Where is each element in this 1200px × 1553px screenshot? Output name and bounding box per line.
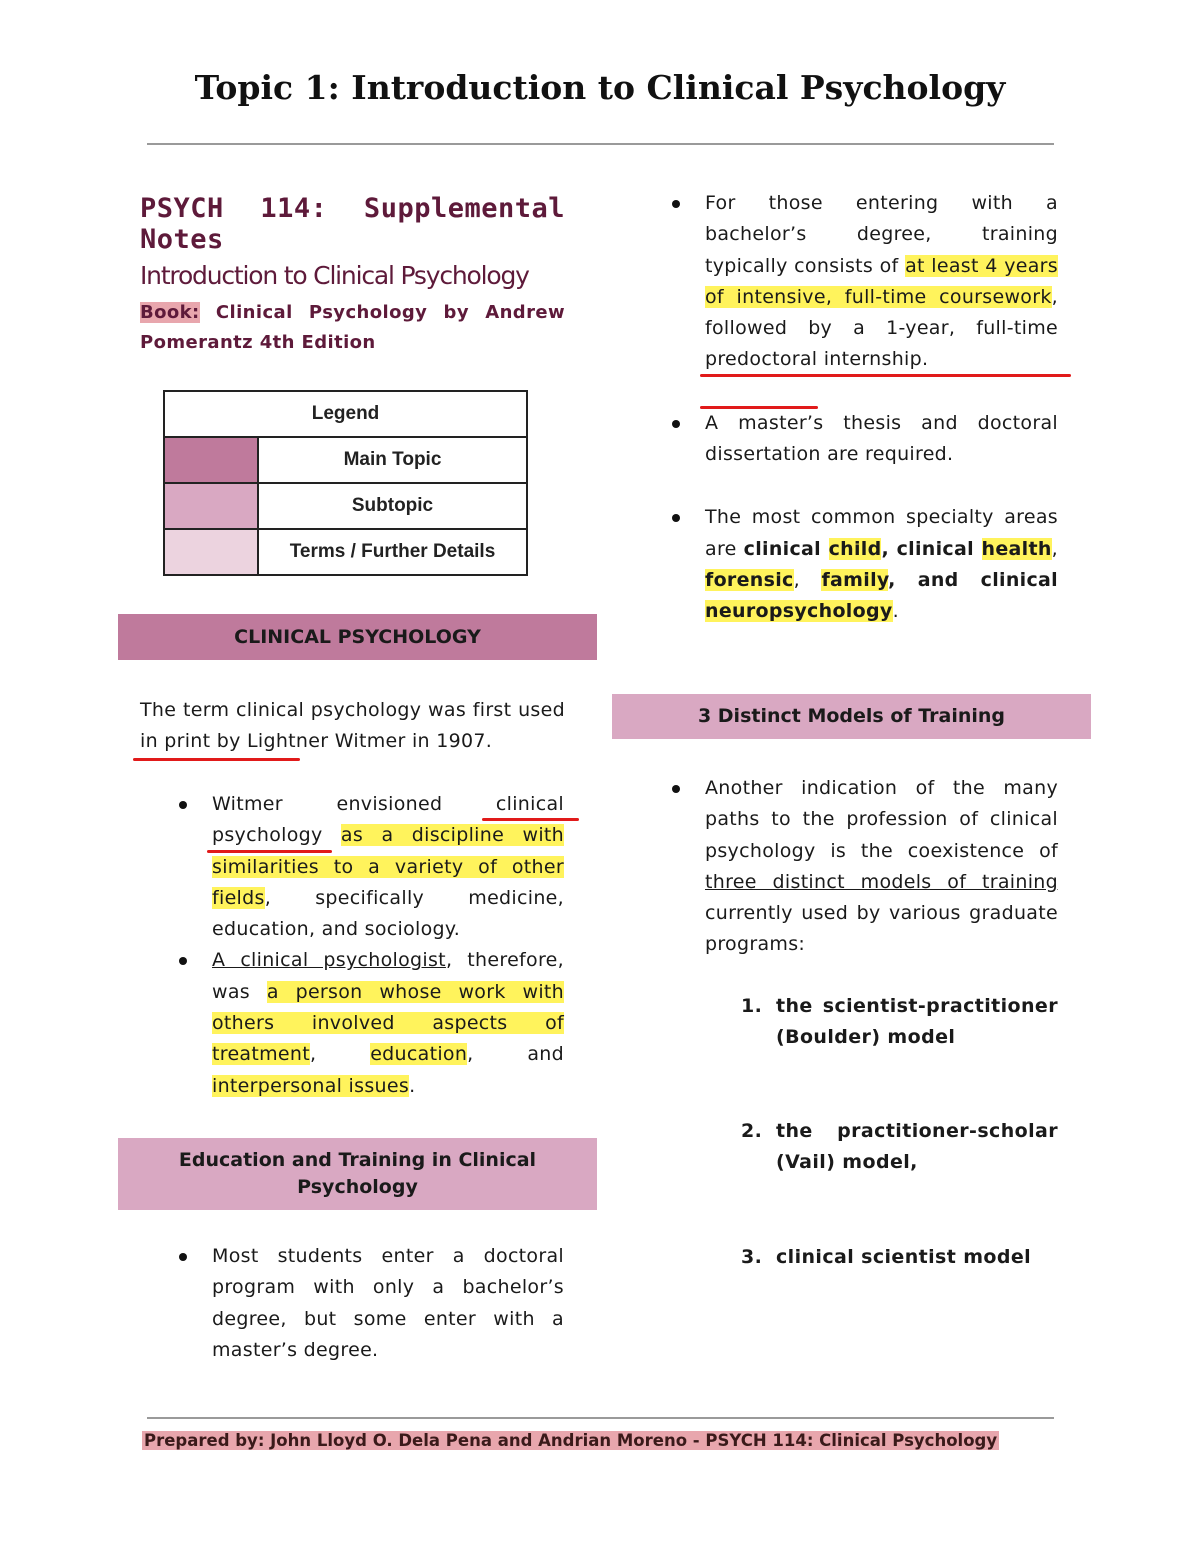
notes-subtitle: Introduction to Clinical Psychology bbox=[140, 261, 529, 290]
course-title: PSYCH 114: Supplemental Notes bbox=[140, 193, 565, 255]
legend-label-subtopic: Subtopic bbox=[258, 483, 527, 529]
header-divider bbox=[147, 143, 1054, 145]
model-item-1: 1. the scientist-practitioner (Boulder) model bbox=[741, 995, 1058, 1048]
legend-swatch-main-topic bbox=[164, 437, 258, 483]
intro-text-end: Lightner Witmer in 1907. bbox=[240, 730, 493, 752]
red-underline-used-in-print bbox=[133, 758, 300, 761]
list-item: A clinical psychologist, therefore, was a person whose work with others involved aspects of treatment, education, and interpersonal issues. bbox=[212, 945, 564, 1101]
notes-header bbox=[140, 193, 565, 358]
book-text: Clinical Psychology by Andrew Pomerantz 4th Edition bbox=[140, 302, 565, 353]
intro-paragraph bbox=[140, 695, 565, 757]
clinical-psychology-term: clinical psychology bbox=[212, 793, 564, 847]
list-item: The most common specialty areas are clinical child, clinical health, forensic, family, and clinical neuropsychology. bbox=[705, 502, 1058, 627]
section-education-training-title: Education and Training in Clinical Psychology bbox=[178, 1149, 537, 1198]
legend-title: Legend bbox=[164, 391, 527, 437]
red-underline-internship-line bbox=[700, 374, 1071, 377]
section-clinical-psychology-title: CLINICAL PSYCHOLOGY bbox=[234, 625, 481, 648]
intro-underlined-phrase: used in print by bbox=[140, 699, 565, 752]
footer-credits: Prepared by: John Lloyd O. Dela Pena and Andrian Moreno - PSYCH 114: Clinical Psychology bbox=[144, 1431, 998, 1450]
model-item-3: 3. clinical scientist model bbox=[741, 1246, 1032, 1268]
section-models-of-training bbox=[612, 694, 1091, 739]
section-clinical-psychology bbox=[118, 614, 597, 660]
clinical-psychologist-term: A clinical psychologist bbox=[212, 949, 446, 972]
model-item-2: 2. the practitioner-scholar (Vail) model, bbox=[741, 1120, 1058, 1173]
book-label: Book: bbox=[140, 302, 200, 323]
highlight-interpersonal: interpersonal issues bbox=[212, 1074, 410, 1097]
list-item: A master’s thesis and doctoral dissertation are required. bbox=[705, 408, 1058, 471]
red-underline-psychology bbox=[207, 850, 332, 853]
list-item: Another indication of the many paths to the profession of clinical psychology is the coexistence of three distinct models of training currently used by various graduate programs: bbox=[705, 773, 1058, 961]
legend-swatch-subtopic bbox=[164, 483, 258, 529]
footer-divider bbox=[147, 1417, 1054, 1419]
red-underline-internship bbox=[700, 406, 818, 409]
highlight-child: child bbox=[828, 537, 882, 560]
highlight-education: education bbox=[370, 1043, 468, 1066]
legend-table bbox=[163, 390, 528, 576]
legend-label-terms: Terms / Further Details bbox=[258, 529, 527, 575]
models-list bbox=[741, 991, 1058, 1273]
section-education-training bbox=[118, 1138, 597, 1210]
intro-text: The term clinical psychology was first bbox=[140, 699, 519, 721]
legend-label-main-topic: Main Topic bbox=[258, 437, 527, 483]
models-intro-bullet bbox=[705, 773, 1058, 961]
highlight-discipline: as a discipline with similarities to a variety of other fields bbox=[212, 824, 564, 909]
witmer-bullets bbox=[212, 789, 564, 1102]
highlight-four-years: at least 4 years of intensive, full-time coursework bbox=[705, 254, 1058, 308]
highlight-neuropsychology: neuropsychology bbox=[705, 600, 893, 623]
page-title: Topic 1: Introduction to Clinical Psychology bbox=[194, 68, 1006, 107]
list-item: For those entering with a bachelor’s degree, training typically consists of at least 4 years of intensive, full-time coursework, followed by a 1-year, full-time predoctoral internship. bbox=[705, 188, 1058, 376]
education-bullets bbox=[212, 1241, 564, 1366]
book-reference bbox=[140, 298, 565, 358]
highlight-work-with-others: a person whose work with others involved aspects of treatment bbox=[212, 980, 564, 1066]
red-underline-clinical bbox=[482, 818, 579, 821]
highlight-family: family bbox=[821, 568, 889, 591]
highlight-health: health bbox=[981, 537, 1052, 560]
highlight-forensic: forensic bbox=[705, 568, 794, 591]
three-models-term: three distinct models of training bbox=[705, 870, 1058, 893]
list-item: Most students enter a doctoral program with only a bachelor’s degree, but some enter with a master’s degree. bbox=[212, 1241, 564, 1366]
section-models-of-training-title: 3 Distinct Models of Training bbox=[697, 705, 1006, 727]
list-item: Witmer envisioned clinical psychology as a discipline with similarities to a variety of other fields, specifically medicine, education, and sociology. bbox=[212, 789, 564, 945]
legend-swatch-terms bbox=[164, 529, 258, 575]
